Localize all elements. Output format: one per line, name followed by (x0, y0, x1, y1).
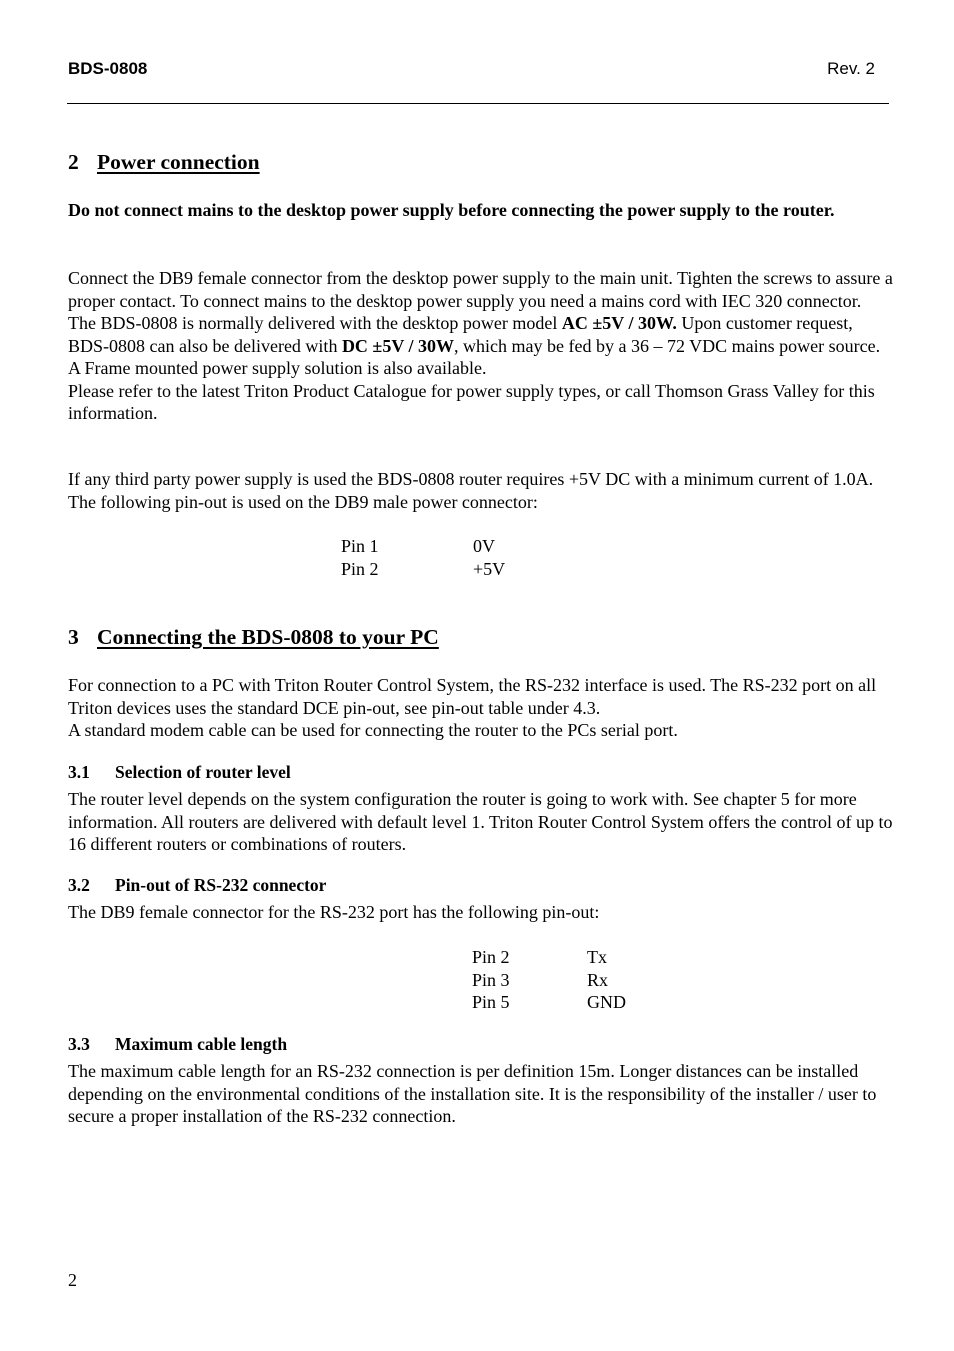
pinout-row (341, 535, 505, 558)
power-warning: Do not connect mains to the desktop power supply before connecting the power supply to the router. (68, 200, 835, 220)
third-party-paragraph: If any third party power supply is used the BDS-0808 router requires +5V DC with a minimum current of 1.0A. The following pin-out is used on the DB9 male power connector: (68, 469, 874, 512)
pin-label: Pin 5 (472, 992, 510, 1012)
rs232-pinout-table (472, 946, 626, 1014)
paragraph-text: Please refer to the latest Triton Product Catalogue for power supply types, or call Thomson Grass Valley for this information. (68, 380, 875, 423)
subsection-number: 3.3 (68, 1034, 90, 1054)
text-run: , which may be fed by a 36 – 72 VDC mains power source. A Frame mounted power supply solution is also available. (68, 335, 881, 378)
subsection-number: 3.2 (68, 875, 90, 895)
section-number: 2 (68, 150, 79, 174)
section-2-heading (68, 150, 260, 175)
router-level-paragraph: The router level depends on the system configuration the router is going to work with. See chapter 5 for more information. All routers are delivered with default level 1. Triton Router Control System offers the control of up to 16 different routers or combinations of routers. (68, 789, 893, 854)
bold-text-run: DC ±5V / 30W (341, 335, 454, 356)
pin-value: 0V (473, 536, 495, 556)
cable-length-paragraph: The maximum cable length for an RS-232 connection is per definition 15m. Longer distances can be installed depending on the environmental conditions of the installation site. It is the responsibility of the installer / user to secure a proper installation of the RS-232 connection. (68, 1061, 877, 1126)
section-3-heading (68, 625, 439, 650)
section-number: 3 (68, 625, 79, 649)
subsection-number: 3.1 (68, 762, 90, 782)
power-connection-paragraph (68, 267, 893, 425)
paragraph-text: For connection to a PC with Triton Router Control System, the RS-232 interface is used. The RS-232 port on all Triton devices uses the standard DCE pin-out, see pin-out table under 4.3. (68, 675, 877, 718)
header-divider (67, 103, 889, 104)
subsection-title: Maximum cable length (115, 1034, 288, 1054)
subsection-3-3-heading (68, 1034, 287, 1055)
pinout-row (472, 991, 626, 1014)
document-title: BDS-0808 (68, 59, 148, 78)
bold-text-run: AC ±5V / 30W. (561, 313, 677, 333)
text-run: Upon customer request, BDS-0808 can also be delivered with (68, 313, 853, 356)
power-pinout-table (341, 535, 505, 580)
page-number: 2 (68, 1270, 77, 1290)
pinout-row (341, 558, 505, 581)
pin-value: GND (587, 992, 626, 1012)
rs232-pinout-intro: The DB9 female connector for the RS-232 port has the following pin-out: (68, 902, 600, 922)
pin-label: Pin 2 (341, 558, 379, 579)
pinout-row (472, 969, 626, 992)
subsection-3-1-heading (68, 762, 291, 783)
subsection-3-2-heading (68, 875, 326, 896)
pin-label: Pin 1 (341, 536, 379, 556)
paragraph-text: A standard modem cable can be used for connecting the router to the PCs serial port. (68, 720, 678, 740)
pin-value: Rx (587, 969, 609, 990)
text-run: The BDS-0808 is normally delivered with the desktop power model (68, 313, 562, 333)
subsection-title: Selection of router level (115, 762, 291, 782)
pin-value: Tx (587, 947, 607, 967)
paragraph-text (68, 312, 893, 380)
revision-label: Rev. 2 (827, 59, 875, 78)
section-title: Connecting the BDS-0808 to your PC (97, 625, 439, 649)
pc-connection-paragraph (68, 674, 893, 742)
paragraph-text: Connect the DB9 female connector from the desktop power supply to the main unit. Tighten the screws to assure a proper contact. To connect mains to the desktop power supply you need a mains cord with IEC 320 connector. (68, 268, 893, 311)
pinout-row (472, 946, 626, 969)
pin-label: Pin 3 (472, 969, 510, 990)
pin-label: Pin 2 (472, 947, 510, 967)
section-title: Power connection (97, 150, 260, 174)
pin-value: +5V (473, 558, 506, 579)
subsection-title: Pin-out of RS-232 connector (115, 875, 327, 895)
